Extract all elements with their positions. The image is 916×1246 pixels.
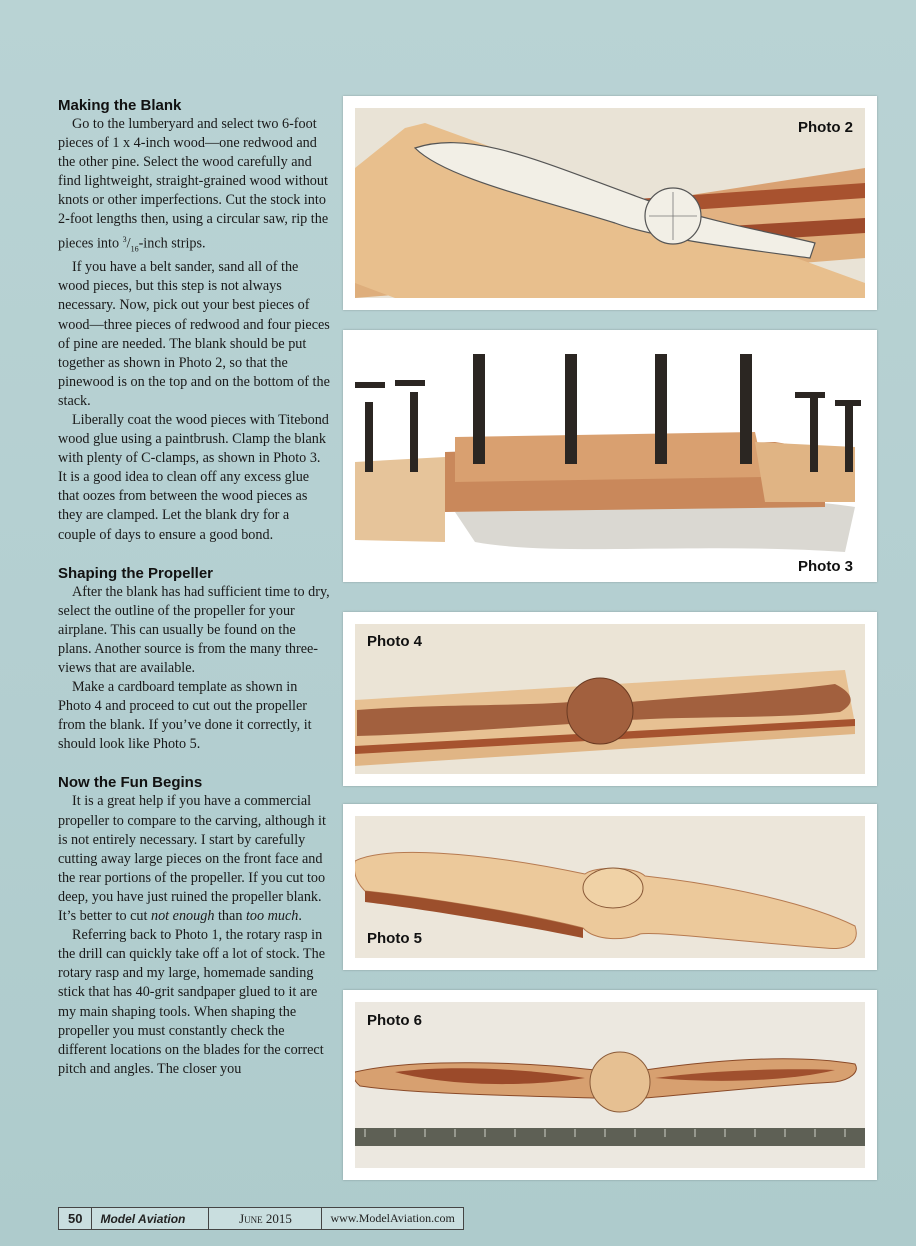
paragraph: If you have a belt sander, sand all of the wood pieces, but this step is not always necessary. Now, pick out your best pieces of wood—three pieces of redwood and four pieces of pine are needed. The blank should be put together as shown in Photo 2, so that the pinewood is on the top and on the bottom of the stack. bbox=[58, 259, 330, 409]
photo-5-image bbox=[355, 816, 865, 958]
photo-6-frame bbox=[343, 990, 877, 1180]
page-number: 50 bbox=[59, 1208, 92, 1229]
issue-date: June 2015 bbox=[209, 1208, 322, 1229]
photo-2-caption: Photo 2 bbox=[798, 119, 853, 136]
photo-4-frame bbox=[343, 612, 877, 786]
photo-5-caption: Photo 5 bbox=[367, 930, 422, 947]
photo-3-frame bbox=[343, 330, 877, 582]
photo-4-caption: Photo 4 bbox=[367, 633, 422, 650]
photo-2-image bbox=[355, 108, 865, 298]
paragraph: Make a cardboard template as shown in Photo 4 and proceed to cut out the propeller from the blank. If you’ve done it correctly, it should look like Photo 5. bbox=[58, 679, 312, 753]
heading-now-the-fun-begins: Now the Fun Begins bbox=[58, 774, 203, 792]
photo-3-caption: Photo 3 bbox=[798, 558, 853, 575]
paragraph: It is a great help if you have a commercial propeller to compare to the carving, although it is not entirely necessary. I start by carefully cutting away large pieces on the front face and the rear portions of the propeller. If you cut too deep, you have just ruined the propeller blank. It’s better to cut not enough than too much. bbox=[58, 793, 326, 925]
photo-6-image bbox=[355, 1002, 865, 1168]
page-footer bbox=[58, 1207, 464, 1230]
photo-5-frame bbox=[343, 804, 877, 970]
magazine-name: Model Aviation bbox=[92, 1208, 209, 1229]
paragraph: Go to the lumberyard and select two 6-foot pieces of 1 x 4-inch wood—one redwood and the other pine. Select the wood carefully and find lightweight, straight-grained wood without knots or other imperfections. Cut the stock into 2-foot lengths then, using a circular saw, rip the pieces into $^3/_{16}$-inch strips. bbox=[58, 116, 329, 254]
paragraph: Referring back to Photo 1, the rotary rasp in the drill can quickly take off a lot of stock. The rotary rasp and my large, homemade sanding stick that has 40-grit sandpaper glued to it are my main shaping tools. When shaping the propeller you must constantly check the different locations on the blades for the correct pitch and angles. The closer you bbox=[58, 927, 325, 1077]
photo-2-frame bbox=[343, 96, 877, 310]
paragraph: Liberally coat the wood pieces with Titebond wood glue using a paintbrush. Clamp the blank with plenty of C-clamps, as shown in Photo 3. It is a good idea to clean off any excess glue that oozes from between the wood pieces as they are clamped. Let the blank dry for a couple of days to ensure a good bond. bbox=[58, 411, 329, 543]
photo-4-image bbox=[355, 624, 865, 774]
photo-3-image bbox=[355, 342, 865, 570]
article-column bbox=[58, 96, 330, 1079]
photo-6-caption: Photo 6 bbox=[367, 1012, 422, 1029]
website-link[interactable]: www.ModelAviation.com bbox=[330, 1211, 455, 1225]
paragraph: After the blank has had sufficient time to dry, select the outline of the propeller for your airplane. This can usually be found on the plans. Another source is from the many three-views that are available. bbox=[58, 583, 330, 676]
heading-making-the-blank: Making the Blank bbox=[58, 97, 182, 114]
heading-shaping-the-propeller: Shaping the Propeller bbox=[58, 564, 214, 582]
